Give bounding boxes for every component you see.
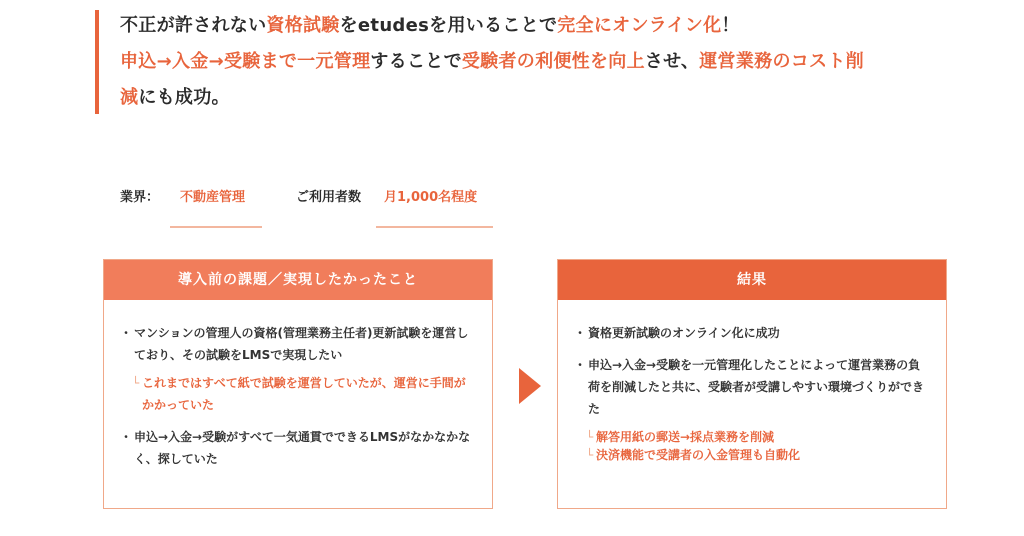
bullet-icon: ・ bbox=[120, 326, 133, 340]
before-card bbox=[103, 259, 493, 509]
bullet-icon: ・ bbox=[574, 358, 587, 372]
hero-text-segment: 申込→入金→受験まで一元管理 bbox=[120, 51, 371, 72]
item-text: 申込→入金→受験を一元管理化したことによって運営業務の負荷を削減したと共に、受験者が受講しやすい環境づくりができた bbox=[588, 358, 925, 416]
corner-arrow-icon: └ bbox=[586, 448, 594, 462]
before-card-title: 導入前の課題／実現したかったこと bbox=[104, 260, 492, 300]
hero-text-segment: ！ bbox=[721, 15, 740, 36]
list-item bbox=[120, 426, 476, 470]
item-text: マンションの管理人の資格(管理業務主任者)更新試験を運営しており、その試験をLMSで実現したい bbox=[134, 326, 469, 362]
result-card-body bbox=[558, 300, 946, 466]
sub-item-text: 決済機能で受講者の入金管理も自動化 bbox=[596, 448, 801, 462]
hero-line-2 bbox=[120, 44, 950, 80]
list-item bbox=[120, 322, 476, 366]
bullet-icon: ・ bbox=[120, 430, 133, 444]
hero-text-segment: をetudesを用いることで bbox=[339, 15, 558, 36]
industry-value: 不動産管理 bbox=[180, 190, 246, 205]
hero-text-segment: にも成功。 bbox=[138, 87, 230, 108]
hero-text-segment: 減 bbox=[120, 87, 139, 108]
sub-item bbox=[120, 372, 476, 416]
list-item bbox=[574, 354, 930, 420]
hero-text-segment: 資格試験 bbox=[266, 15, 340, 36]
result-card-title: 結果 bbox=[558, 260, 946, 300]
hero-text-segment: させ、 bbox=[644, 51, 700, 72]
users-value: 月1,000名程度 bbox=[384, 190, 478, 205]
hero-line-3 bbox=[120, 80, 950, 116]
hero-text-segment: することで bbox=[370, 51, 462, 72]
hero-text-segment: 不正が許されない bbox=[120, 15, 267, 36]
sub-item bbox=[574, 444, 930, 466]
result-card bbox=[557, 259, 947, 509]
arrow-right-icon bbox=[519, 368, 541, 404]
list-item bbox=[574, 322, 930, 344]
users-label: ご利用者数 bbox=[296, 190, 362, 205]
sub-item-text: 解答用紙の郵送→採点業務を削減 bbox=[596, 430, 775, 444]
hero-text-segment: 完全にオンライン化 bbox=[557, 15, 722, 36]
hero-text-segment: 受験者の利便性を向上 bbox=[461, 51, 645, 72]
users-underline bbox=[376, 226, 493, 228]
sub-item-text: これまではすべて紙で試験を運営していたが、運営に手間がかかっていた bbox=[142, 376, 466, 412]
item-text: 資格更新試験のオンライン化に成功 bbox=[588, 326, 780, 340]
hero-statement bbox=[120, 8, 950, 116]
industry-label: 業界： bbox=[120, 190, 160, 205]
hero-text-segment: 運営業務のコスト削 bbox=[699, 51, 864, 72]
corner-arrow-icon: └ bbox=[586, 430, 594, 444]
bullet-icon: ・ bbox=[574, 326, 587, 340]
hero-accent-bar bbox=[95, 10, 99, 114]
item-text: 申込→入金→受験がすべて一気通貫でできるLMSがなかなかなく、探していた bbox=[134, 430, 471, 466]
before-card-body bbox=[104, 300, 492, 470]
corner-arrow-icon: └ bbox=[132, 376, 140, 390]
industry-underline bbox=[170, 226, 262, 228]
hero-line-1 bbox=[120, 8, 950, 44]
